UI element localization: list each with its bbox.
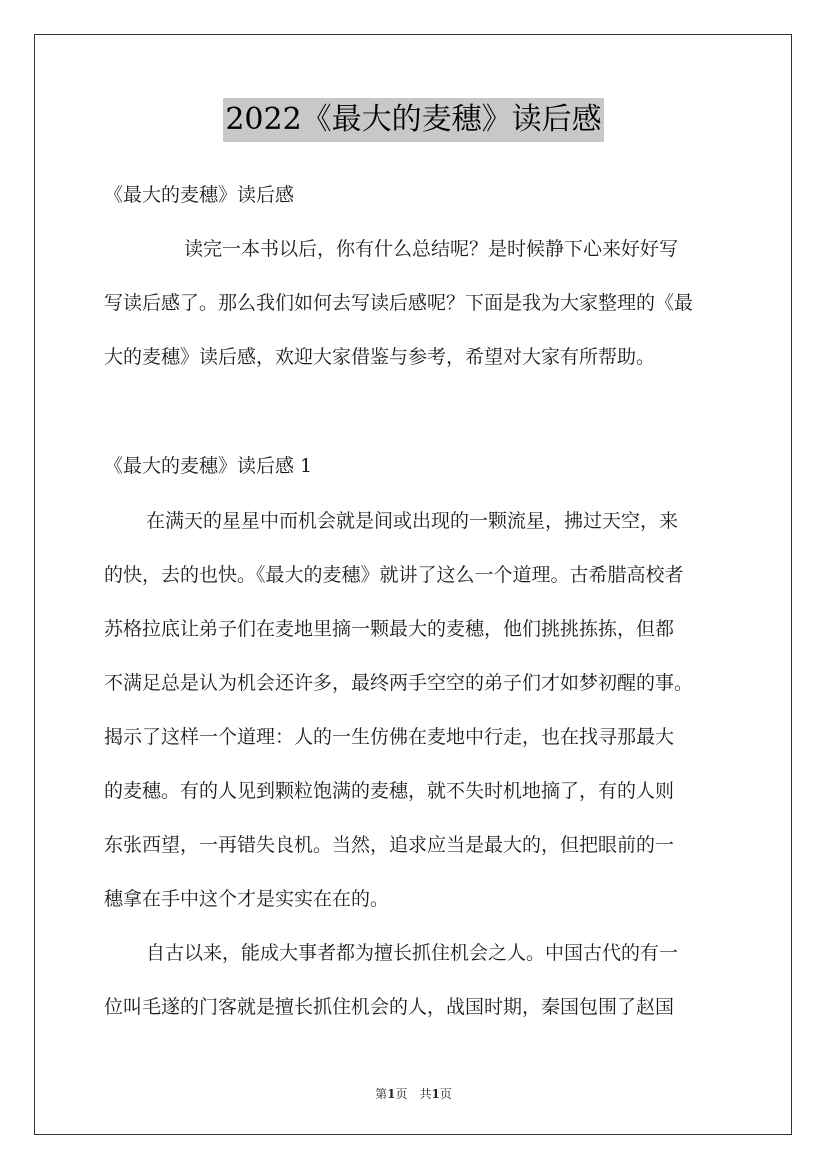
footer-text: 页 共: [395, 1087, 432, 1101]
paragraph-line: 穗拿在手中这个才是实实在在的。: [104, 888, 390, 910]
paragraph-line: 自古以来，能成大事者都为擅长抓住机会之人。中国古代的有一: [146, 942, 679, 964]
paragraph-line: 在满天的星星中而机会就是间或出现的一颗流星，拂过天空，来: [146, 510, 679, 532]
section1-heading: 《最大的麦穗》读后感 1: [104, 455, 313, 477]
paragraph-line: 不满足总是认为机会还许多，最终两手空空的弟子们才如梦初醒的事。: [104, 672, 694, 694]
paragraph-line: 位叫毛遂的门客就是擅长抓住机会的人，战国时期，秦国包围了赵国: [104, 996, 675, 1018]
section-heading: 《最大的麦穗》读后感: [104, 184, 295, 206]
intro-line: 写读后感了。那么我们如何去写读后感呢？下面是我为大家整理的《最: [104, 292, 694, 314]
paragraph-line: 东张西望，一再错失良机。当然，追求应当是最大的，但把眼前的一: [104, 834, 675, 856]
paragraph-line: 的麦穗。有的人见到颗粒饱满的麦穗，就不失时机地摘了，有的人则: [104, 780, 675, 802]
paragraph-line: 揭示了这样一个道理：人的一生仿佛在麦地中行走，也在找寻那最大: [104, 726, 675, 748]
footer-text: 第: [375, 1087, 388, 1101]
document-title-container: [0, 98, 827, 142]
page-footer: [0, 1085, 827, 1102]
document-title: 2022《最大的麦穗》读后感: [223, 98, 603, 142]
paragraph-line: 苏格拉底让弟子们在麦地里摘一颗最大的麦穗，他们挑挑拣拣，但都: [104, 618, 675, 640]
footer-text: 页: [439, 1087, 452, 1101]
page-total: 1: [431, 1087, 440, 1101]
paragraph-line: 的快，去的也快。《最大的麦穗》就讲了这么一个道理。古希腊高校者: [104, 564, 684, 586]
intro-line: 读完一本书以后，你有什么总结呢？是时候静下心来好好写: [184, 238, 679, 260]
intro-line: 大的麦穗》读后感，欢迎大家借鉴与参考，希望对大家有所帮助。: [104, 346, 656, 368]
page-number: 1: [387, 1087, 396, 1101]
